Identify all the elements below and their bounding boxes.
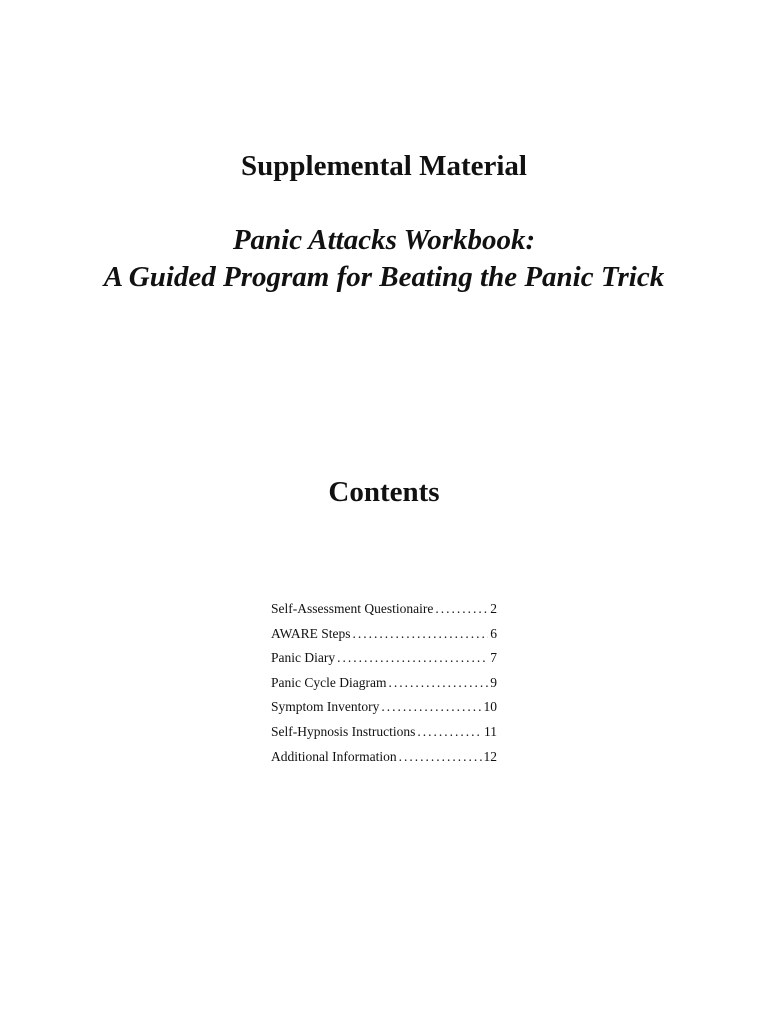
toc-entry-page: 2 xyxy=(490,601,497,616)
toc-entry-panic-diary xyxy=(271,646,497,671)
toc-entry-symptom-inventory xyxy=(271,695,497,720)
toc-entry-self-hypnosis xyxy=(271,720,497,745)
toc-entry-label: Self-Assessment Questionaire xyxy=(271,601,434,616)
toc-leader-dots xyxy=(388,671,488,696)
toc-leader-dots xyxy=(399,745,482,770)
toc-entry-page: 7 xyxy=(490,650,497,666)
workbook-title-line-1: Panic Attacks Workbook: xyxy=(232,224,536,256)
toc-entry-label: Panic Cycle Diagram xyxy=(271,674,387,690)
toc-leader-dots xyxy=(381,695,481,720)
table-of-contents xyxy=(271,597,497,769)
toc-entry-label: Panic Diary xyxy=(271,650,336,666)
toc-leader-dots xyxy=(417,720,482,745)
toc-entry-label: Self-Hypnosis Instructions xyxy=(271,723,416,739)
toc-entry-self-assessment xyxy=(271,597,497,622)
toc-entry-label: AWARE Steps xyxy=(271,625,351,641)
toc-entry-panic-cycle-diagram xyxy=(271,671,497,696)
toc-entry-page: 9 xyxy=(490,674,497,690)
toc-entry-page: 6 xyxy=(490,625,497,641)
toc-entry-aware-steps xyxy=(271,622,497,647)
contents-heading: Contents xyxy=(328,476,440,508)
page-title: Supplemental Material xyxy=(241,150,527,182)
toc-leader-dots xyxy=(337,646,488,671)
toc-entry-label: Symptom Inventory xyxy=(271,699,380,715)
toc-leader-dots xyxy=(435,597,488,622)
workbook-title xyxy=(0,222,768,296)
toc-entry-page: 12 xyxy=(483,748,497,764)
workbook-title-line-2: A Guided Program for Beating the Panic Trick xyxy=(103,261,665,293)
toc-leader-dots xyxy=(353,622,489,647)
toc-entry-additional-information xyxy=(271,745,497,770)
toc-entry-page: 10 xyxy=(483,699,497,715)
toc-entry-page: 11 xyxy=(484,723,497,739)
toc-entry-label: Additional Information xyxy=(271,748,397,764)
